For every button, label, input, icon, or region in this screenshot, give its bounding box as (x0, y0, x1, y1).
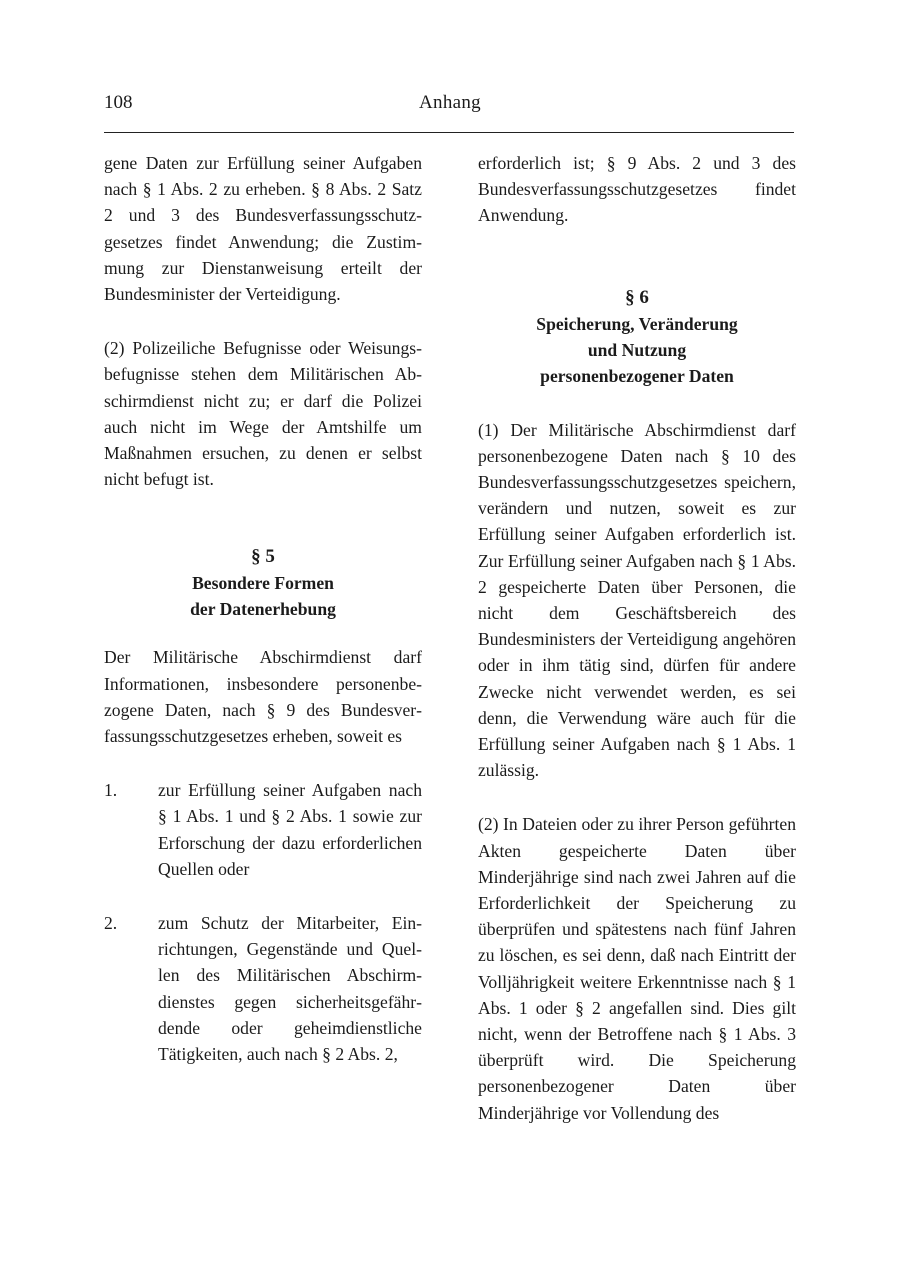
paragraph-continuation: gene Daten zur Erfüllung seiner Aufgaben nach § 1 Abs. 2 zu erheben. § 8 Abs. 2 Satz 2 und 3 des Bundesverfassungsschutzgesetzes findet Anwendung; die Zustimmung zur Dienstanweisung erteilt der Bundesminister der Verteidigung. (104, 153, 422, 305)
section-6-paragraph-2: (2) In Dateien oder zu ihrer Person geführten Akten gespeicherte Daten über Minderjährige sind nach zwei Jahren auf die Erforderlichkeit der Speicherung zu überprüfen und spätestens nach fünf Jahren zu löschen, es sei denn, daß nach Eintritt der Volljährigkeit weitere Erkenntnisse nach § 1 Abs. 1 oder § 2 angefallen sind. Dies gilt nicht, wenn der Betroffene nach § 1 Abs. 3 überprüft wird. Die Speicherung personenbezogener Daten über Minderjährige vor Vollendung des (478, 814, 796, 1123)
section-5-heading (104, 544, 422, 622)
section-5-title-line-1: Besondere Formen (192, 573, 334, 594)
list-item-text: zum Schutz der Mitarbeiter, Einrichtungen, Gegenstände und Quellen des Militärischen Abschirmdienstes gegen sicherheitsgefährdende oder geheimdienstliche Tätigkeiten, auch nach § 2 Abs. 2, (158, 913, 422, 1065)
section-6-number: § 6 (625, 286, 649, 308)
list-item-number: 1. (104, 780, 118, 801)
section-5-title-line-2: der Datenerhebung (190, 599, 336, 620)
left-column (104, 150, 422, 1067)
page-number: 108 (104, 92, 133, 113)
section-6-title-line-3: personenbezogener Daten (540, 365, 734, 386)
section-6-paragraph-1: (1) Der Militärische Abschirmdienst darf personenbezogene Daten nach § 10 des Bundesverfassungsschutzgesetzes speichern, verändern und nutzen, soweit es zur Erfüllung seiner Aufgaben erforderlich ist. Zur Erfüllung seiner Aufgaben nach § 1 Abs. 2 gespeicherte Daten über Personen, die nicht dem Geschäftsbereich des Bundesministers der Verteidigung angehören oder in ihm tätig sind, dürfen für andere Zwecke nicht verwendet werden, es sei denn, die Verwendung wäre auch für die Erfüllung seiner Aufgaben nach § 1 Abs. 1 zulässig. (478, 419, 796, 781)
section-5-intro: Der Militärische Abschirmdienst darf Informationen, insbesondere personenbezogene Daten, nach § 9 des Bundesverfassungsschutzgesetzes erheben, soweit es (104, 647, 422, 747)
list-item-number: 2. (104, 913, 118, 934)
list-item (104, 910, 422, 1067)
section-5-number: § 5 (251, 546, 275, 568)
header-rule (104, 132, 794, 133)
right-column (478, 150, 796, 1126)
paragraph-police-powers: (2) Polizeiliche Befugnisse oder Weisungsbefugnisse stehen dem Militärischen Abschirmdienst nicht zu; er darf die Polizei auch nicht im Wege der Amtshilfe um Maßnahmen ersuchen, zu denen er selbst nicht befugt ist. (104, 338, 422, 490)
paragraph-continuation-right: erforderlich ist; § 9 Abs. 2 und 3 des Bundesverfassungsschutzgesetzes findet Anwendung. (478, 153, 796, 226)
section-6-heading (478, 285, 796, 389)
section-6-title-line-1: Speicherung, Veränderung (536, 313, 738, 334)
list-item (104, 777, 422, 882)
running-head: Anhang (419, 92, 481, 113)
section-6-title-line-2: und Nutzung (587, 339, 687, 360)
list-item-text: zur Erfüllung seiner Aufgaben nach § 1 Abs. 1 und § 2 Abs. 1 sowie zur Erforschung der dazu erforderlichen Quellen oder (158, 780, 422, 879)
